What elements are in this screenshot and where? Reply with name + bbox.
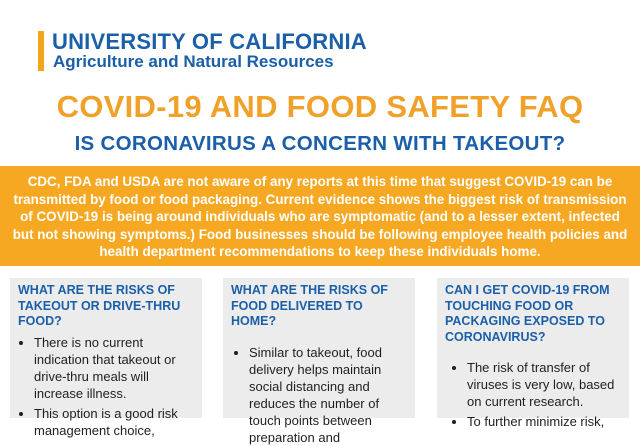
faq-answer-list — [437, 359, 629, 430]
page-title: COVID-19 AND FOOD SAFETY FAQ — [56, 89, 584, 124]
logo-division-name: Agriculture and Natural Resources — [53, 52, 334, 71]
faq-answer-item: • To further minimize risk, — [467, 413, 621, 430]
faq-question: CAN I GET COVID-19 FROM TOUCHING FOOD OR PACKAGING EXPOSED TO CORONAVIRUS? — [445, 283, 610, 344]
logo-accent-bar — [38, 31, 44, 71]
faq-answer-item: • Similar to takeout, food delivery helps maintain social distancing and reduces the number of touch points between preparation and — [249, 344, 407, 446]
faq-question: WHAT ARE THE RISKS OF FOOD DELIVERED TO HOME? — [231, 283, 388, 329]
logo-university-name: UNIVERSITY OF CALIFORNIA — [52, 29, 367, 54]
faq-column-packaging — [437, 278, 629, 430]
page-subtitle: IS CORONAVIRUS A CONCERN WITH TAKEOUT? — [74, 132, 566, 155]
faq-column-delivery — [223, 278, 415, 445]
summary-banner — [0, 166, 640, 266]
faq-answer-item: • This option is a good risk management choice, — [34, 405, 194, 439]
summary-banner-text: CDC, FDA and USDA are not aware of any reports at this time that suggest COVID-19 can be transmitted by food or food packaging. Current evidence shows the biggest risk of transmission of COVID-19 is being around individuals who are symptomatic (and to a lesser extent, infected but not showing symptoms.) Food businesses should be following employee health policies and health department recommendations to keep these individuals home. — [12, 174, 628, 259]
faq-answer-list — [10, 334, 202, 439]
faq-answer-item: • The risk of transfer of viruses is very low, based on current research. — [467, 359, 621, 410]
faq-question: WHAT ARE THE RISKS OF TAKEOUT OR DRIVE-THRU FOOD? — [18, 283, 181, 329]
faq-answer-list — [223, 344, 415, 446]
faq-answer-item: • There is no current indication that takeout or drive-thru meals will increase illness. — [34, 334, 194, 402]
faq-column-takeout — [10, 278, 202, 438]
